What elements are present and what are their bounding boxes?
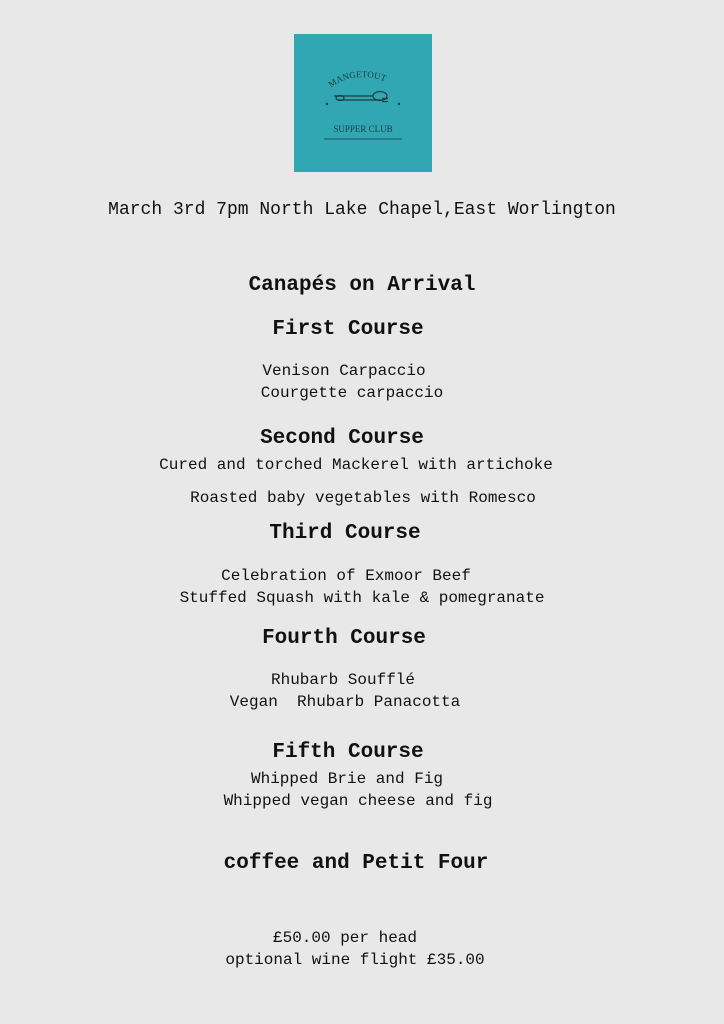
course-4-item-2: Vegan Rhubarb Panacotta	[229, 693, 461, 711]
course-5-item-2: Whipped vegan cheese and fig	[223, 792, 493, 810]
canapes-heading: Canapés on Arrival	[248, 274, 476, 297]
logo	[294, 34, 432, 172]
course-3-item-2: Stuffed Squash with kale & pomegranate	[179, 589, 545, 607]
course-1-title: First Course	[272, 318, 424, 341]
closing-heading: coffee and Petit Four	[223, 852, 489, 875]
course-2-item-1: Cured and torched Mackerel with artichoke	[159, 456, 553, 474]
event-details: March 3rd 7pm North Lake Chapel,East Worlington	[108, 200, 616, 220]
course-5-title: Fifth Course	[272, 741, 424, 764]
logo-bottom-text: SUPPER CLUB	[333, 124, 393, 134]
course-5-item-1: Whipped Brie and Fig	[250, 770, 444, 788]
price: £50.00 per head	[272, 929, 418, 947]
course-3-item-1: Celebration of Exmoor Beef	[221, 567, 471, 585]
course-2-item-2: Roasted baby vegetables with Romesco	[190, 489, 536, 507]
wine-flight: optional wine flight £35.00	[225, 951, 485, 969]
course-1-item-1: Venison Carpaccio	[262, 362, 426, 380]
course-4-item-1: Rhubarb Soufflé	[270, 671, 416, 689]
course-4-title: Fourth Course	[262, 627, 426, 650]
course-3-title: Third Course	[269, 522, 421, 545]
course-1-item-2: Courgette carpaccio	[260, 384, 444, 402]
logo-top-text: MANGETOUT	[326, 69, 388, 90]
logo-graphic	[294, 34, 432, 172]
course-2-title: Second Course	[260, 427, 424, 450]
spoon-fork-icon	[334, 92, 388, 102]
